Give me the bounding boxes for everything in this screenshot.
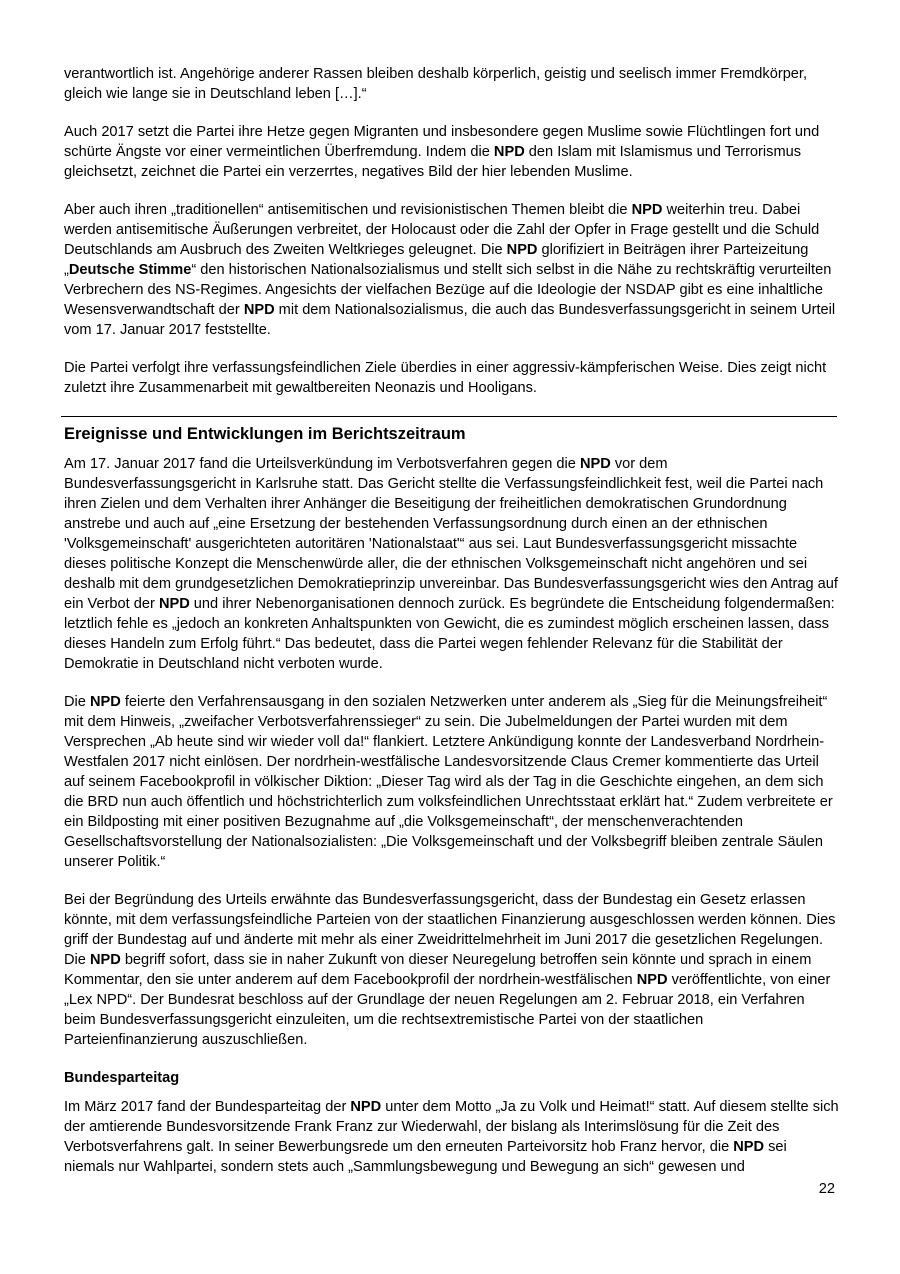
section-divider [61, 416, 837, 417]
party-name: NPD [89, 694, 121, 710]
party-name: NPD [733, 1139, 765, 1155]
section-heading: Ereignisse und Entwicklungen im Berichtszeitraum [64, 425, 466, 443]
page-number: 22 [818, 1181, 835, 1197]
party-name: NPD [506, 242, 538, 258]
subsection-heading: Bundesparteitag [64, 1070, 180, 1086]
newspaper-name: Deutsche Stimme [68, 262, 192, 278]
party-name: NPD [89, 952, 121, 968]
party-name: NPD [493, 144, 525, 160]
party-name: NPD [631, 202, 663, 218]
paragraph-verdict: Am 17. Januar 2017 fand die Urteilsverkündung im Verbotsverfahren gegen die NPD vor dem Bundesverfassungsgericht in Karlsruhe statt. Das Gericht stellte die Verfassungsfeindlichkeit fest, weil die Partei nach ihren Zielen und dem Verhalten ihrer Anhänger die Beseitigung der freiheitlichen demokratischen Grundordnung anstrebe und auch auf „eine Ersetzung der bestehenden Verfassungsordnung durch einen an der ethnischen 'Volksgemeinschaft' ausgerichteten autoritären 'Nationalstaat'“ aus sei. Laut Bundesverfassungsgericht missachte dieses politische Konzept die Menschenwürde aller, die der ethnischen Volksgemeinschaft nicht angehören und sei deshalb mit dem grundgesetzlichen Demokratieprinzip unvereinbar. Das Bundesverfassungsgericht wies den Antrag auf ein Verbot der NPD und ihrer Nebenorganisationen dennoch zurück. Es begründete die Entscheidung folgendermaßen: letztlich fehle es „jedoch an konkreten Anhaltspunkten von Gewicht, die es zumindest möglich erscheinen lassen, dass dieses Handeln zum Erfolg führt.“ Das bedeutet, dass die Partei wegen fehlender Relevanz für die Stabilität der Demokratie in Deutschland nicht verboten wurde. [64, 456, 838, 672]
paragraph-financing: Bei der Begründung des Urteils erwähnte das Bundesverfassungsgericht, dass der Bundestag ein Gesetz erlassen könnte, mit dem verfassungsfeindliche Parteien von der staatlichen Finanzierung ausgeschlossen werden können. Dies griff der Bundestag auf und änderte mit mehr als einer Zweidrittelmehrheit im Juni 2017 die gesetzlichen Regelungen. Die NPD begriff sofort, dass sie in naher Zukunft von dieser Neuregelung betroffen sein könnte und sprach in einem Kommentar, den sie unter anderem auf dem Facebookprofil der nordrhein-westfälischen NPD veröffentlichte, von einer „Lex NPD“. Der Bundesrat beschloss auf der Grundlage der neuen Regelungen am 2. Februar 2018, ein Verfahren beim Bundesverfassungsgericht einzuleiten, um die rechtsextremistische Partei von der staatlichen Parteienfinanzierung auszuschließen. [64, 892, 836, 1048]
paragraph-party-convention: Im März 2017 fand der Bundesparteitag der NPD unter dem Motto „Ja zu Volk und Heimat!“ statt. Auf diesem stellte sich der amtierende Bundesvorsitzende Frank Franz zur Wiederwahl, der bislang als Interimslösung für die Zeit des Verbotsverfahrens galt. In seiner Bewerbungsrede um den erneuten Parteivorsitz hob Franz hervor, die NPD sei niemals nur Wahlpartei, sondern stets auch „Sammlungsbewegung und Bewegung an sich“ gewesen und [64, 1099, 839, 1175]
paragraph-celebration: Die NPD feierte den Verfahrensausgang in den sozialen Netzwerken unter anderem als „Sieg für die Meinungsfreiheit“ mit dem Hinweis, „zweifacher Verbotsverfahrenssieger“ zu sein. Die Jubelmeldungen der Partei wurden mit dem Versprechen „Ab heute sind wir wieder voll da!“ flankiert. Letztere Ankündigung konnte der Landesverband Nordrhein-Westfalen 2017 nicht einlösen. Der nordrhein-westfälische Landesvorsitzende Claus Cremer kommentierte das Urteil auf seinem Facebookprofil in völkischer Diktion: „Dieser Tag wird als der Tag in die Geschichte eingehen, an dem sich die BRD nun auch öffentlich und höchstrichterlich zum volksfeindlichen Unrechtsstaat erklärt hat.“ Zudem verbreitete er ein Bildposting mit einer positiven Bezugnahme auf „die Volksgemeinschaft“, der menschenverachtenden Gesellschaftsvorstellung der Nationalsozialisten: „Die Volksgemeinschaft und der Volksbegriff bleiben zentrale Säulen unserer Politik.“ [64, 694, 833, 870]
party-name: NPD [579, 456, 611, 472]
paragraph-antisemitism: Aber auch ihren „traditionellen“ antisemitischen und revisionistischen Themen bleibt die NPD weiterhin treu. Dabei werden antisemitische Äußerungen verbreitet, der Holocaust oder die Zahl der Opfer in Frage gestellt und die Schuld Deutschlands am Ausbruch des Zweiten Weltkrieges geleugnet. Die NPD glorifiziert in Beiträgen ihrer Parteizeitung „Deutsche Stimme“ den historischen Nationalsozialismus und stellt sich selbst in die Nähe zu rechtskräftig verurteilten Verbrechern des NS-Regimes. Angesichts der vielfachen Bezüge auf die Ideologie der NSDAP gibt es eine inhaltliche Wesensverwandtschaft der NPD mit dem Nationalsozialismus, die auch das Bundesverfassungsgericht in seinem Urteil vom 17. Januar 2017 feststellte. [64, 202, 836, 338]
paragraph-quote-end: verantwortlich ist. Angehörige anderer Rassen bleiben deshalb körperlich, geistig und seelisch immer Fremdkörper, gleich wie lange sie in Deutschland leben […].“ [64, 66, 808, 102]
party-name: NPD [243, 302, 275, 318]
party-name: NPD [158, 596, 190, 612]
document-page [64, 64, 839, 1177]
party-name: NPD [350, 1099, 382, 1115]
paragraph-aggressive: Die Partei verfolgt ihre verfassungsfeindlichen Ziele überdies in einer aggressiv-kämpferischen Weise. Dies zeigt nicht zuletzt ihre Zusammenarbeit mit gewaltbereiten Neonazis und Hooligans. [64, 360, 827, 396]
paragraph-migrants: Auch 2017 setzt die Partei ihre Hetze gegen Migranten und insbesondere gegen Muslime sowie Flüchtlingen fort und schürte Ängste vor einer vermeintlichen Überfremdung. Indem die NPD den Islam mit Islamismus und Terrorismus gleichsetzt, zeichnet die Partei ein verzerrtes, negatives Bild der hier lebenden Muslime. [64, 124, 820, 180]
party-name: NPD [636, 972, 668, 988]
